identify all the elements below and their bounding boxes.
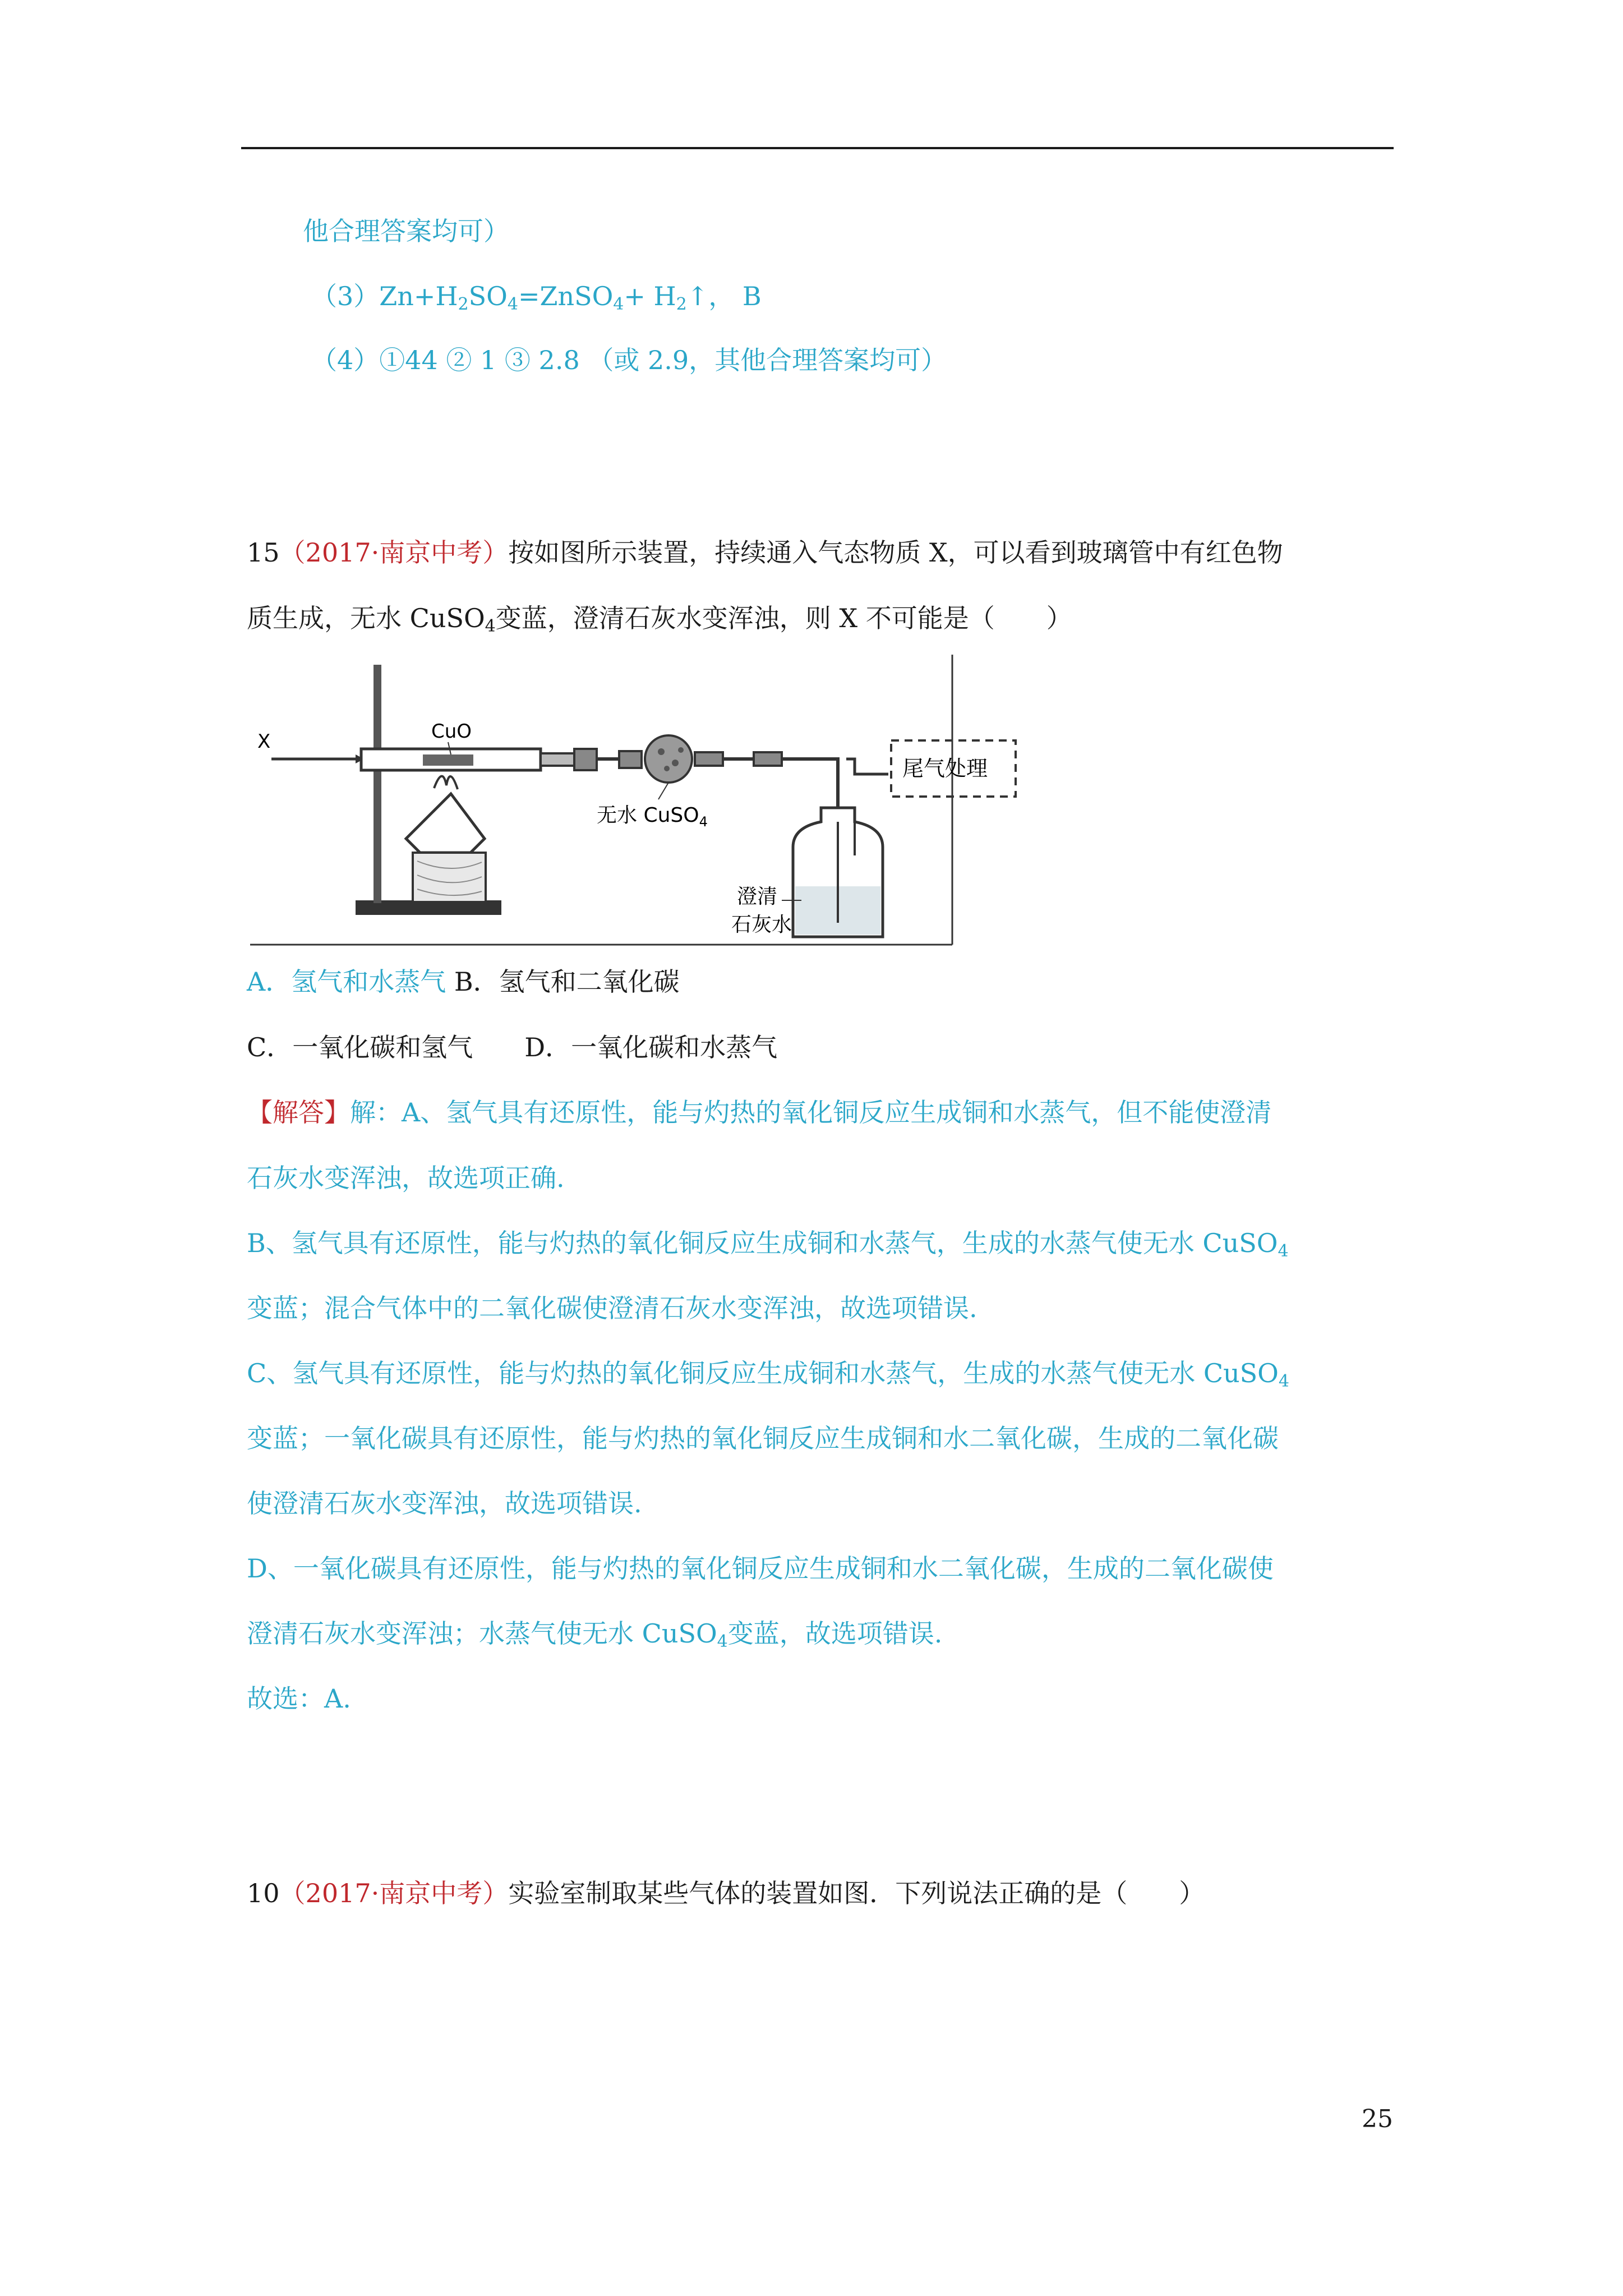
solution-b-line2: 变蓝；混合气体中的二氧化碳使澄清石灰水变浑浊，故选项错误. xyxy=(247,1293,978,1323)
option-c: C．一氧化碳和氢气 xyxy=(247,1032,473,1062)
q15-options-ab xyxy=(247,965,680,999)
q15-options-cd xyxy=(247,1030,777,1064)
option-a: A．氢气和水蒸气 xyxy=(247,967,446,997)
answer-part-4: （4）①44 ② 1 ③ 2.8 （或 2.9，其他合理答案均可） xyxy=(311,345,947,375)
cuo-powder xyxy=(423,754,473,766)
q10-stem: 10（2017·南京中考）实验室制取某些气体的装置如图．下列说法正确的是（ ） xyxy=(247,1878,1205,1908)
answer-part-3: $(3)Zn+H_2SO_4=ZnSO_4+$ $H_2↑$， B xyxy=(311,281,762,314)
q15-stem-line2: 质生成，无水 CuSO$_4$变蓝，澄清石灰水变浑浊，则 X 不可能是（ ） xyxy=(247,603,1072,636)
apparatus-figure xyxy=(249,654,988,946)
label-cuso4: 无水 CuSO$_4$ xyxy=(597,804,708,830)
label-limewater-1: 澄清 xyxy=(737,885,778,908)
solution-d-line1: D、一氧化碳具有还原性，能与灼热的氧化铜反应生成铜和水二氧化碳，生成的二氧化碳使 xyxy=(247,1553,1274,1584)
solution-c-line1: C、氢气具有还原性，能与灼热的氧化铜反应生成铜和水蒸气，生成的水蒸气使无水 CuSO$_4$ xyxy=(247,1358,1289,1391)
q10-source: （2017·南京中考） xyxy=(279,1878,509,1908)
stand-rod xyxy=(374,665,381,903)
solution-d-line2: 澄清石灰水变浑浊；水蒸气使无水 CuSO$_4$变蓝，故选项错误. xyxy=(247,1618,943,1651)
solution-b-line1: B、氢气具有还原性，能与灼热的氧化铜反应生成铜和水蒸气，生成的水蒸气使无水 CuSO$_4$ xyxy=(247,1228,1289,1261)
solution-a-line1: 【解答】解：A、氢气具有还原性，能与灼热的氧化铜反应生成铜和水蒸气，但不能使澄清 xyxy=(247,1097,1272,1128)
solution-final: 故选：A. xyxy=(247,1683,351,1714)
q15-source: （2017·南京中考） xyxy=(279,537,509,568)
label-tail-gas: 尾气处理 xyxy=(902,756,988,781)
header-rule xyxy=(241,147,1394,149)
solution-a-line2: 石灰水变浑浊，故选项正确. xyxy=(247,1163,565,1193)
option-d: D．一氧化碳和水蒸气 xyxy=(524,1032,778,1062)
answer-tag: 【解答】 xyxy=(247,1097,350,1128)
option-b: B．氢气和二氧化碳 xyxy=(454,967,680,997)
solution-c-line2: 变蓝；一氧化碳具有还原性，能与灼热的氧化铜反应生成铜和水二氧化碳，生成的二氧化碳 xyxy=(247,1423,1279,1453)
solution-c-line3: 使澄清石灰水变浑浊，故选项错误. xyxy=(247,1488,642,1519)
label-cuo: CuO xyxy=(431,720,472,743)
q15-stem-line1: 15（2017·南京中考）按如图所示装置，持续通入气态物质 X，可以看到玻璃管中有红色物 xyxy=(247,537,1283,568)
label-x: X xyxy=(257,730,271,753)
label-limewater-2: 石灰水 xyxy=(731,913,792,936)
cuso4-drying-tube xyxy=(645,735,692,783)
answer-continuation: 他合理答案均可） xyxy=(303,216,509,246)
page-number: 25 xyxy=(1362,2105,1393,2133)
